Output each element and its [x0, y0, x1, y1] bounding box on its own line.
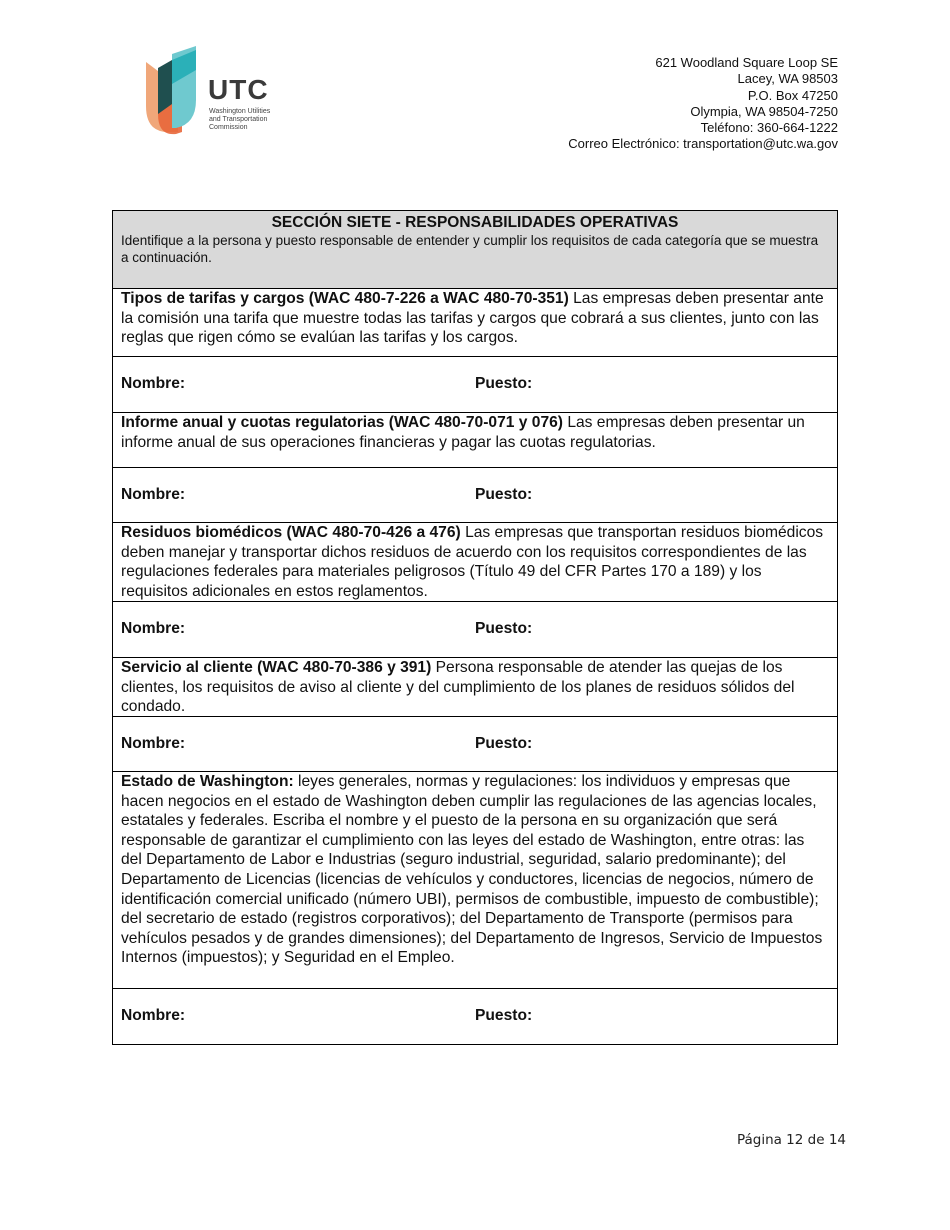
category-heading: Informe anual y cuotas regulatorias (WAC 480-70-071 y 076)	[121, 414, 563, 431]
signature-row	[113, 716, 837, 771]
address-block	[568, 55, 838, 153]
address-line: 621 Woodland Square Loop SE	[655, 55, 838, 70]
category-heading: Residuos biomédicos (WAC 480-70-426 a 476)	[121, 524, 461, 541]
category-customer-service	[113, 657, 837, 716]
role-label: Puesto:	[475, 620, 533, 637]
category-rates	[113, 288, 837, 356]
email-line: Correo Electrónico: transportation@utc.wa.gov	[568, 136, 838, 152]
category-body: Las empresas que transportan residuos biomédicos deben manejar y transportar dichos residuos de acuerdo con los requisitos correspondientes de las regulaciones federales para materiales peligrosos (Título 49 del CFR Partes 170 a 189) y los requisitos adicionales en estos reglamentos.	[121, 524, 824, 600]
logo-wordmark: UTC	[208, 74, 269, 105]
category-body: Las empresas deben presentar ante la comisión una tarifa que muestre todas las tarifas y cargos que cobrará a sus clientes, junto con las reglas que rigen cómo se evalúan las tarifas y los cargos.	[121, 290, 824, 347]
operational-responsibilities-form	[112, 210, 838, 1045]
section-intro: Identifique a la persona y puesto responsable de entender y cumplir los requisitos de cada categoría que se muestra a continuación.	[121, 233, 819, 265]
category-body: Persona responsable de atender las quejas de los clientes, los requisitos de aviso al cliente y del cumplimiento de los planes de residuos sólidos del condado.	[121, 659, 795, 716]
category-biomedical-waste	[113, 522, 837, 601]
section-header	[113, 211, 837, 288]
signature-row	[113, 601, 837, 657]
role-label: Puesto:	[475, 735, 533, 752]
name-label: Nombre:	[121, 486, 186, 503]
signature-row	[113, 356, 837, 412]
name-label: Nombre:	[121, 1007, 186, 1024]
signature-row	[113, 467, 837, 522]
category-heading: Servicio al cliente (WAC 480-70-386 y 391)	[121, 659, 432, 676]
section-title: SECCIÓN SIETE - RESPONSABILIDADES OPERATIVAS	[271, 214, 679, 231]
logo-subtitle: Washington Utilities and Transportation Commission	[209, 108, 271, 131]
name-label: Nombre:	[121, 620, 186, 637]
category-heading: Estado de Washington:	[121, 773, 294, 790]
category-body: leyes generales, normas y regulaciones: los individuos y empresas que hacen negocios en el estado de Washington deben cumplir las regulaciones de las agencias locales, estatales y federales. Escriba el nombre y el puesto de la persona en su organización que será responsable de garantizar el cumplimiento con las leyes del estado de Washington, entre otras: las del Departamento de Labor e Industrias (seguro industrial, seguridad, salario predominante); del Departamento de Licencias (licencias de vehículos y conductores, licencias de negocios, número de identificación comercial unificado (número UBI), permisos de combustible, impuesto de combustible); del secretario de estado (registros corporativos); del Departamento de Transporte (permisos para vehículos pesados y de grandes dimensiones); del Departamento de Ingresos, Servicio de Impuestos Internos (impuestos); y Seguridad en el Empleo.	[121, 773, 823, 967]
page-number: Página 12 de 14	[736, 1132, 846, 1148]
name-label: Nombre:	[121, 375, 186, 392]
category-heading: Tipos de tarifas y cargos (WAC 480-7-226 a WAC 480-70-351)	[121, 290, 569, 307]
name-label: Nombre:	[121, 735, 186, 752]
phone-line: Teléfono: 360-664-1222	[700, 120, 838, 136]
category-body: Las empresas deben presentar un informe anual de sus operaciones financieras y pagar las cuotas regulatorias.	[121, 414, 805, 451]
role-label: Puesto:	[475, 486, 533, 503]
category-washington-state	[113, 771, 837, 988]
address-line: Olympia, WA 98504-7250	[690, 103, 838, 119]
address-line: P.O. Box 47250	[747, 87, 838, 103]
role-label: Puesto:	[475, 1007, 533, 1024]
role-label: Puesto:	[475, 375, 533, 392]
category-annual-report	[113, 412, 837, 467]
address-line: Lacey, WA 98503	[737, 71, 838, 87]
signature-row	[113, 988, 837, 1044]
